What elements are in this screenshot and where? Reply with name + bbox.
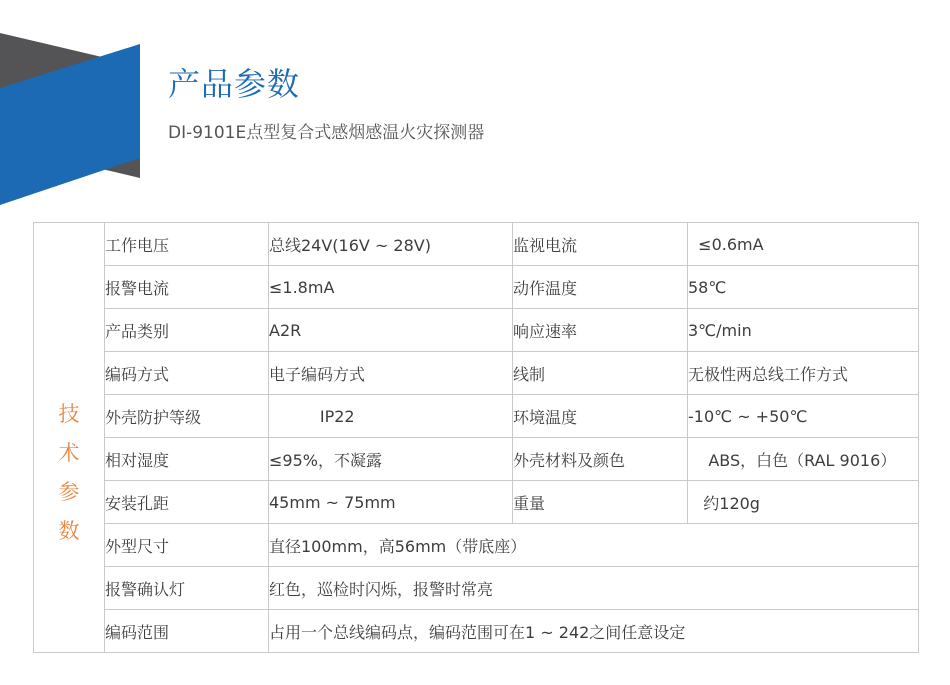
- spec-label: 产品类别: [105, 309, 269, 352]
- table-row: [34, 352, 919, 395]
- spec-label: 响应速率: [513, 309, 688, 352]
- spec-value: 总线24V(16V ~ 28V): [269, 223, 513, 266]
- spec-label: 外型尺寸: [105, 524, 269, 567]
- spec-label: 相对湿度: [105, 438, 269, 481]
- spec-label: 编码方式: [105, 352, 269, 395]
- spec-label: 安装孔距: [105, 481, 269, 524]
- spec-label: 环境温度: [513, 395, 688, 438]
- side-label-vertical: [34, 333, 104, 542]
- table-row: [34, 524, 919, 567]
- spec-label: 编码范围: [105, 610, 269, 653]
- side-label-char: 数: [58, 519, 80, 543]
- spec-value: 58℃: [688, 266, 919, 309]
- spec-label: 报警确认灯: [105, 567, 269, 610]
- table-row: [34, 481, 919, 524]
- side-label-char: 术: [58, 441, 80, 465]
- spec-table: [33, 222, 919, 653]
- page-title: 产品参数: [168, 65, 301, 103]
- spec-value: 电子编码方式: [269, 352, 513, 395]
- spec-value: ≤95%，不凝露: [269, 438, 513, 481]
- spec-value: -10℃ ~ +50℃: [688, 395, 919, 438]
- side-label-cell: [34, 223, 105, 653]
- spec-label: 动作温度: [513, 266, 688, 309]
- spec-label: 线制: [513, 352, 688, 395]
- spec-label: 监视电流: [513, 223, 688, 266]
- spec-value: 直径100mm，高56mm（带底座）: [269, 524, 919, 567]
- table-row: [34, 610, 919, 653]
- table-row: [34, 266, 919, 309]
- spec-value: 无极性两总线工作方式: [688, 352, 919, 395]
- table-row: [34, 395, 919, 438]
- spec-label: 外壳材料及颜色: [513, 438, 688, 481]
- spec-label: 外壳防护等级: [105, 395, 269, 438]
- spec-label: 报警电流: [105, 266, 269, 309]
- page-header: [168, 66, 484, 143]
- table-row: [34, 438, 919, 481]
- decorative-ribbon: [0, 0, 140, 210]
- side-label-char: 技: [58, 402, 80, 426]
- spec-value: 约120g: [688, 481, 919, 524]
- table-row: [34, 567, 919, 610]
- product-subtitle: DI-9101E点型复合式感烟感温火灾探测器: [168, 123, 485, 143]
- spec-value: 红色，巡检时闪烁，报警时常亮: [269, 567, 919, 610]
- spec-value: 占用一个总线编码点，编码范围可在1 ~ 242之间任意设定: [269, 610, 919, 653]
- spec-value: ABS，白色（RAL 9016）: [688, 438, 919, 481]
- table-row: [34, 309, 919, 352]
- spec-value: 3℃/min: [688, 309, 919, 352]
- spec-label: 工作电压: [105, 223, 269, 266]
- spec-value: IP22: [269, 395, 513, 438]
- spec-value: ≤1.8mA: [269, 266, 513, 309]
- spec-value: A2R: [269, 309, 513, 352]
- spec-label: 重量: [513, 481, 688, 524]
- table-row: [34, 223, 919, 266]
- spec-value: 45mm ~ 75mm: [269, 481, 513, 524]
- spec-value: ≤0.6mA: [688, 223, 919, 266]
- side-label-char: 参: [58, 480, 80, 504]
